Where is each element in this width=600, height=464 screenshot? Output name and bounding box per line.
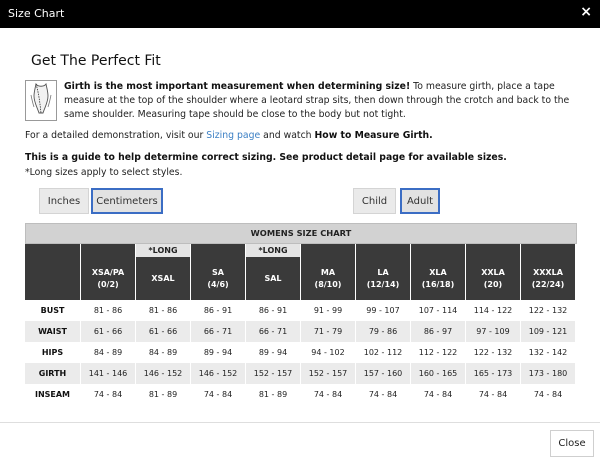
table-row-girth [25,363,575,384]
size-code: XXXLA [533,267,563,277]
row-label: INSEAM [34,390,71,399]
size-header-cell [191,244,245,257]
table-cell: 109 - 121 [521,321,575,342]
size-numeric: (16/18) [421,279,455,289]
table-cell: 91 - 99 [313,306,343,315]
size-code: SA [212,267,224,277]
size-header [246,257,300,300]
size-header-cell [301,244,355,257]
modal-titlebar [0,0,600,28]
size-header [411,257,465,300]
table-cell: 89 - 94 [203,348,233,357]
table-cell: 81 - 89 [258,390,288,399]
size-code: XXLA [481,267,505,277]
measure-girth-title: How to Measure Girth. [314,130,433,141]
table-cell: 71 - 79 [301,321,355,342]
table-cell: 81 - 86 [93,306,123,315]
row-label: GIRTH [25,363,80,384]
close-icon[interactable]: × [580,4,592,20]
size-header [81,257,135,300]
table-cell: 74 - 84 [423,390,453,399]
size-code: SAL [264,273,282,283]
table-cell: 74 - 84 [533,390,563,399]
table-cell: 74 - 84 [478,390,508,399]
size-numeric: (22/24) [531,279,565,289]
size-numeric: (8/10) [314,279,342,289]
table-cell: 86 - 91 [258,306,288,315]
table-cell: 79 - 86 [356,321,410,342]
size-code: LA [377,267,389,277]
demo-middle: and watch [260,130,315,141]
long-sizes-note: *Long sizes apply to select styles. [25,167,183,178]
size-numeric: (0/2) [97,279,119,289]
size-numeric: (20) [483,279,503,289]
row-label: WAIST [25,321,80,342]
size-table [24,244,576,405]
table-cell: 173 - 180 [521,363,575,384]
girth-instructions [64,80,584,122]
table-cell: 141 - 146 [81,363,135,384]
table-cell: 99 - 107 [366,306,400,315]
size-code: XLA [429,267,447,277]
size-header [136,257,190,300]
table-row-waist [25,321,575,342]
corner-cell [25,244,80,257]
table-cell: 122 - 132 [528,306,568,315]
table-cell: 74 - 84 [93,390,123,399]
size-header-cell [81,244,135,257]
size-header-cell [411,244,465,257]
footer-divider [0,422,600,423]
size-numeric: (4/6) [207,279,229,289]
table-row-bust [25,300,575,321]
row-label: HIPS [41,348,64,357]
size-header-cell [521,244,575,257]
long-label: *LONG [136,244,190,257]
size-code: XSAL [151,273,175,283]
size-header [301,257,355,300]
demonstration-text [25,130,433,141]
table-cell: 84 - 89 [93,348,123,357]
demo-prefix: For a detailed demonstration, visit our [25,130,207,141]
table-cell: 114 - 122 [473,306,513,315]
page-title: Get The Perfect Fit [31,53,161,69]
girth-instructions-text: To measure girth, place a tape measure at the top of the shoulder where a leotard strap sits, then down through the crotch and back to the same shoulder. Measuring tape should be close to the body but not tight. [64,81,570,120]
sizing-page-link[interactable]: Sizing page [206,130,261,141]
table-cell: 157 - 160 [356,363,410,384]
row-label: BUST [40,306,65,315]
table-cell: 132 - 142 [528,348,568,357]
table-cell: 102 - 112 [363,348,403,357]
modal-title: Size Chart [8,7,65,20]
corner-cell [25,257,80,300]
table-cell: 160 - 165 [411,363,465,384]
close-button[interactable]: Close [550,430,594,457]
table-cell: 122 - 132 [473,348,513,357]
table-cell: 66 - 71 [246,321,300,342]
size-code: XSA/PA [91,267,125,277]
table-cell: 89 - 94 [258,348,288,357]
table-cell: 146 - 152 [136,363,190,384]
table-cell: 61 - 66 [136,321,190,342]
centimeters-button[interactable]: Centimeters [91,188,163,214]
table-cell: 66 - 71 [191,321,245,342]
long-label-row [25,244,575,257]
table-cell: 107 - 114 [418,306,458,315]
table-cell: 152 - 157 [301,363,355,384]
table-cell: 81 - 86 [148,306,178,315]
table-cell: 97 - 109 [466,321,520,342]
table-cell: 165 - 173 [466,363,520,384]
inches-button[interactable]: Inches [39,188,89,214]
table-cell: 74 - 84 [313,390,343,399]
child-button[interactable]: Child [353,188,396,214]
girth-instructions-bold: Girth is the most important measurement when determining size! [64,81,411,92]
table-row-hips [25,342,575,363]
table-cell: 81 - 89 [148,390,178,399]
table-cell: 112 - 122 [418,348,458,357]
womens-size-chart [25,223,577,405]
table-cell: 152 - 157 [246,363,300,384]
leotard-measure-illustration-icon [25,80,57,121]
size-header [356,257,410,300]
size-header [466,257,520,300]
table-row-inseam [25,384,575,405]
table-cell: 146 - 152 [191,363,245,384]
table-cell: 84 - 89 [148,348,178,357]
size-chart-title: WOMENS SIZE CHART [25,223,577,244]
size-header [521,257,575,300]
size-header-cell [356,244,410,257]
size-code: MA [320,267,336,277]
size-header [191,257,245,300]
table-cell: 94 - 102 [311,348,345,357]
long-label: *LONG [246,244,300,257]
size-header-cell [466,244,520,257]
table-cell: 86 - 91 [203,306,233,315]
adult-button[interactable]: Adult [400,188,440,214]
size-header-row [25,257,575,300]
table-cell: 86 - 97 [411,321,465,342]
table-cell: 74 - 84 [368,390,398,399]
size-numeric: (12/14) [366,279,400,289]
table-cell: 61 - 66 [81,321,135,342]
table-cell: 74 - 84 [203,390,233,399]
guide-text: This is a guide to help determine correct sizing. See product detail page for available sizes. [25,152,507,163]
